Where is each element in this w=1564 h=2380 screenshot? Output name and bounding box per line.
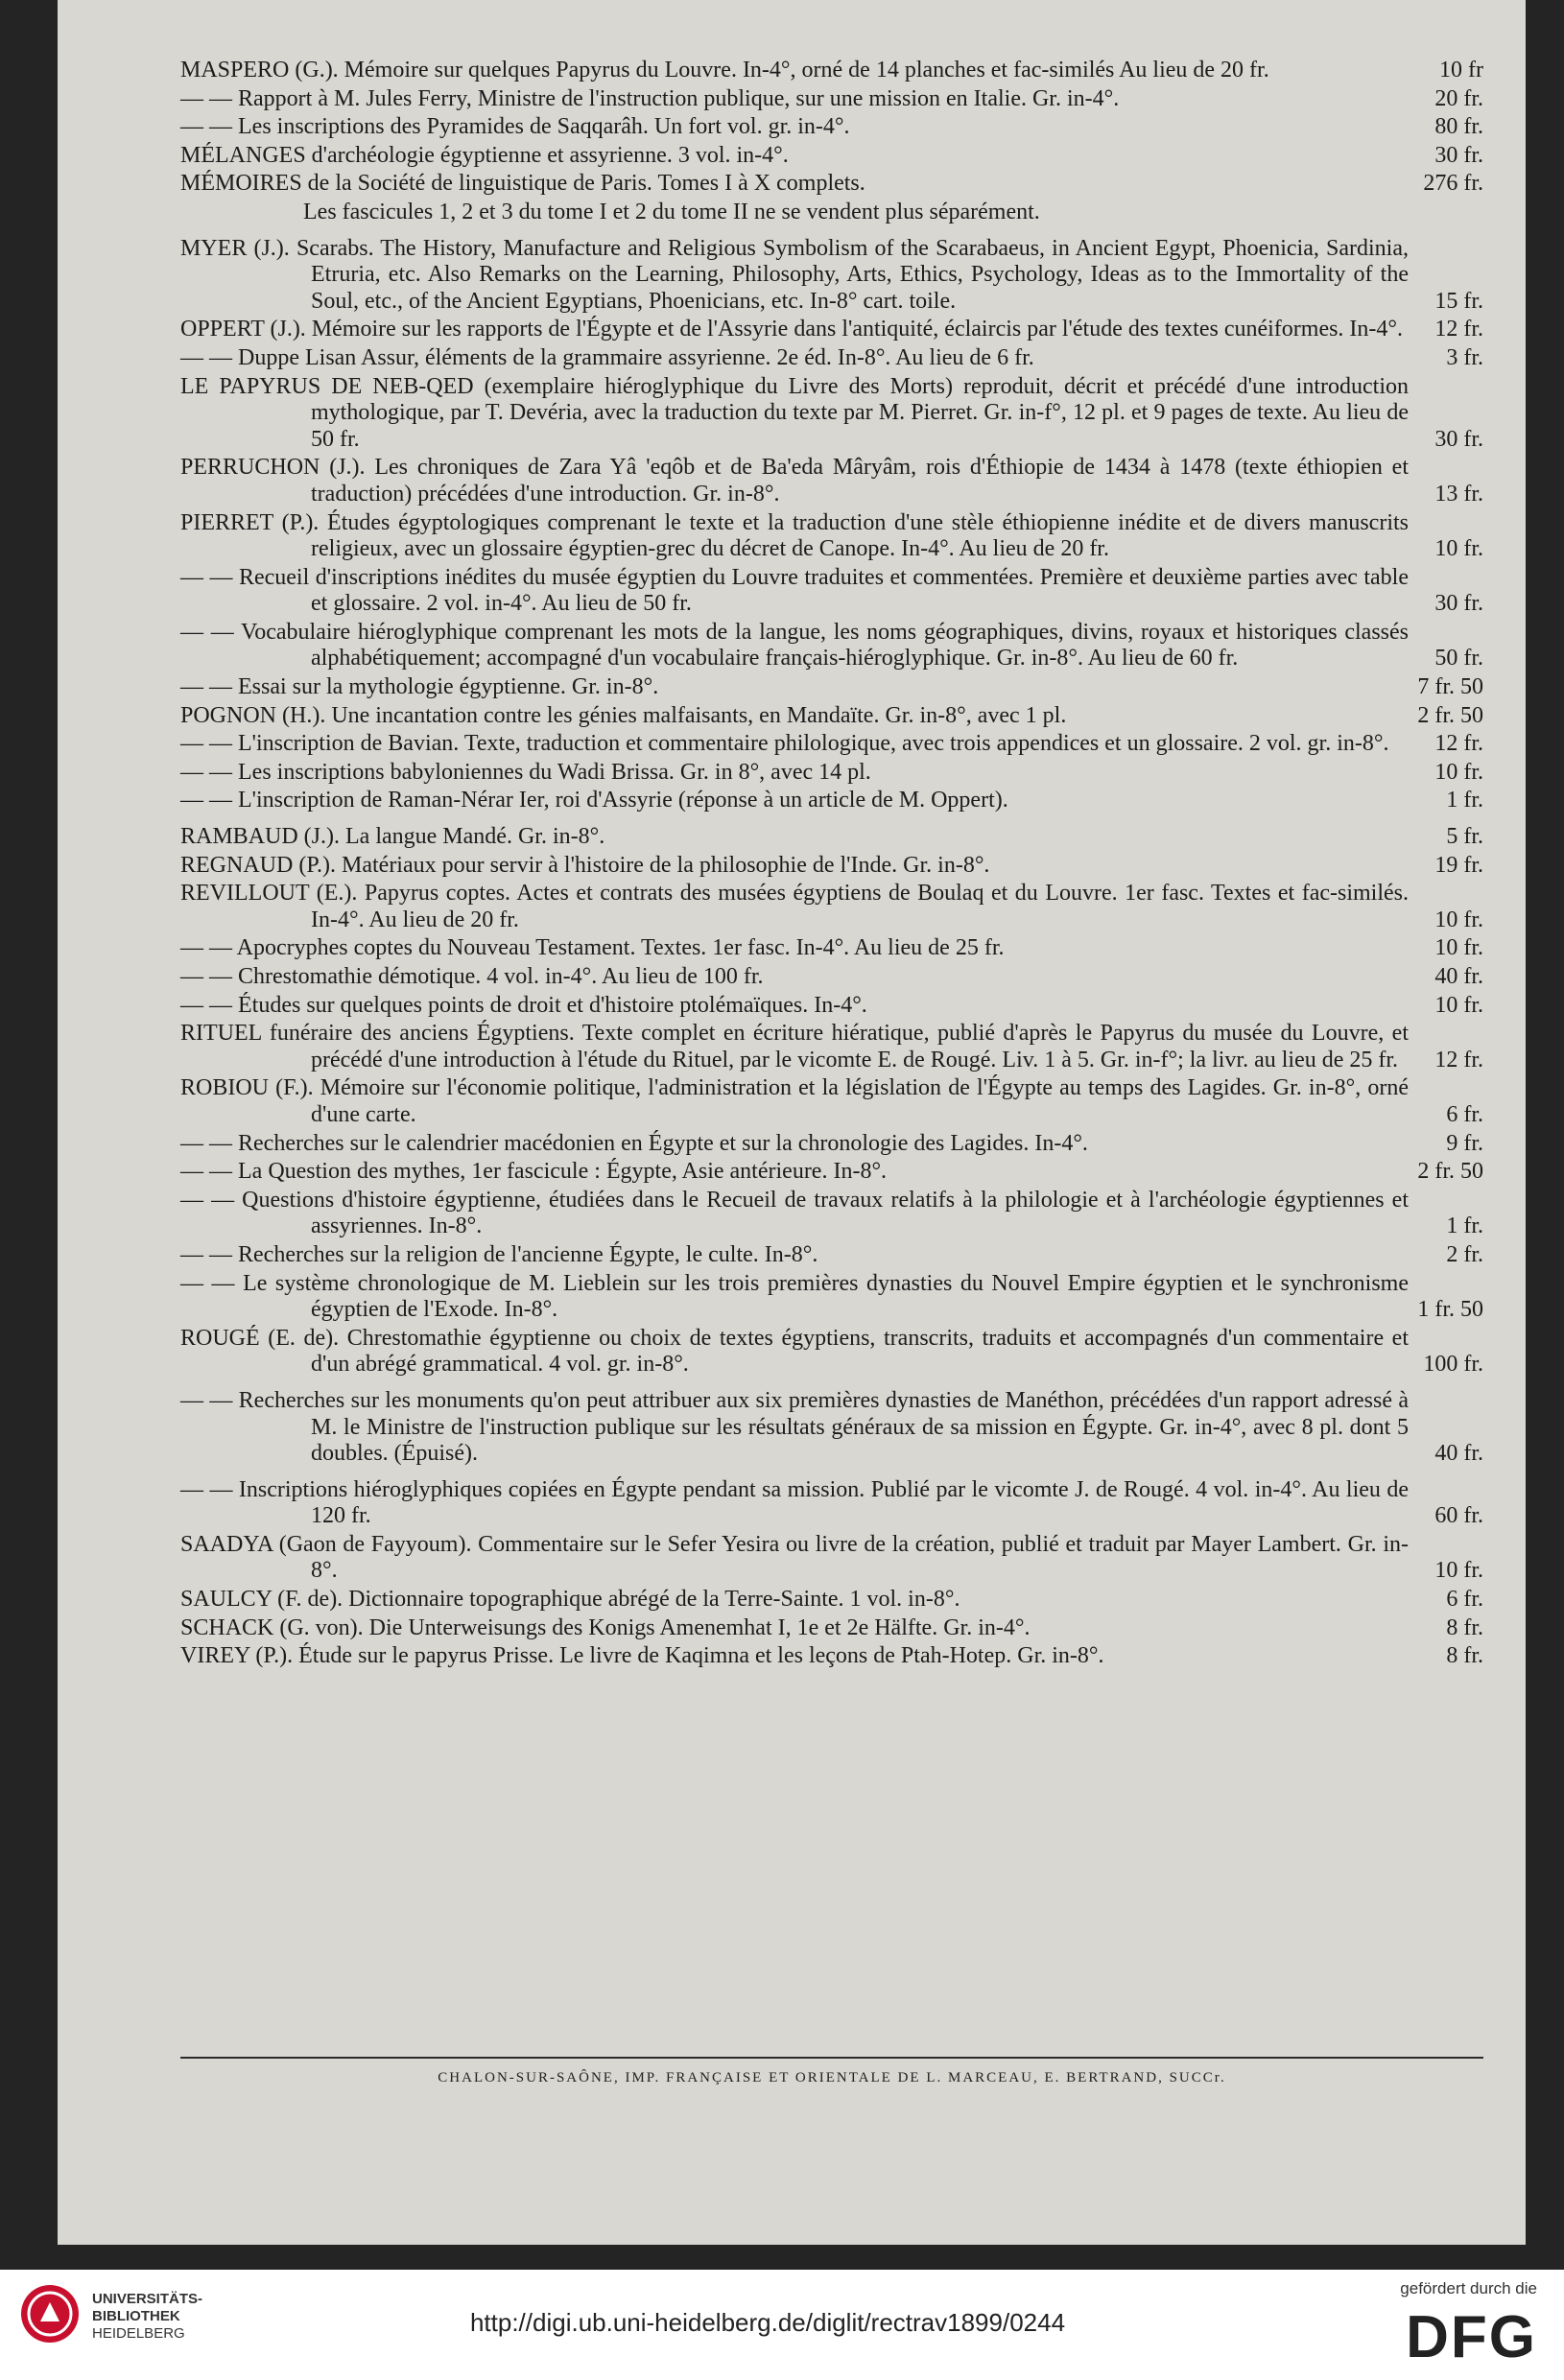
permalink-url[interactable]: http://digi.ub.uni-heidelberg.de/diglit/rectrav1899/0244	[469, 2308, 1066, 2337]
entry-price: 30 fr.	[1434, 142, 1483, 168]
catalog-entry: — — Apocryphes coptes du Nouveau Testament. Textes. 1er fasc. In-4°. Au lieu de 25 fr. 10 fr.	[180, 935, 1483, 961]
entry-price: 10 fr.	[1434, 536, 1483, 562]
printer-imprint: CHALON-SUR-SAÔNE, IMP. FRANÇAISE ET ORIENTALE DE L. MARCEAU, E. BERTRAND, SUCCr.	[438, 2070, 1226, 2085]
catalog-entry: — — Chrestomathie démotique. 4 vol. in-4°. Au lieu de 100 fr. 40 fr.	[180, 964, 1483, 989]
entry-price: 19 fr.	[1434, 852, 1483, 878]
catalog-entry: — — Études sur quelques points de droit et d'histoire ptolémaïques. In-4°. 10 fr.	[180, 992, 1483, 1018]
catalog-entry: VIREY (P.). Étude sur le papyrus Prisse. Le livre de Kaqimna et les leçons de Ptah-Hotep. Gr. in-8°. 8 fr.	[180, 1643, 1483, 1669]
catalog-entry: — — Recherches sur la religion de l'ancienne Égypte, le culte. In-8°. 2 fr.	[180, 1241, 1483, 1267]
catalog-entry: — — Duppe Lisan Assur, éléments de la grammaire assyrienne. 2e éd. In-8°. Au lieu de 6 fr. 3 fr.	[180, 344, 1483, 370]
catalog-entry: REGNAUD (P.). Matériaux pour servir à l'histoire de la philosophie de l'Inde. Gr. in-8°. 19 fr.	[180, 852, 1483, 878]
catalog-entry: SAADYA (Gaon de Fayyoum). Commentaire sur le Sefer Yesira ou livre de la création, publié et traduit par Mayer Lambert. Gr. in-8°. 10 fr.	[180, 1531, 1483, 1584]
catalog-entry: — — La Question des mythes, 1er fascicule : Égypte, Asie antérieure. In-8°. 2 fr. 50	[180, 1159, 1483, 1185]
catalog-entry: MYER (J.). Scarabs. The History, Manufacture and Religious Symbolism of the Scarabaeus, in Ancient Egypt, Phoenicia, Sardinia, Etruria, etc. Also Remarks on the Learning, Philosophy, Arts, Ethics, Psychology, Ideas as to the Immortality of the Soul, etc., of the Ancient Egyptians, Phoenicians, etc. In-8° cart. toile. 15 fr.	[180, 235, 1483, 314]
entry-price: 10 fr	[1439, 58, 1483, 82]
entry-price: 6 fr.	[1446, 1101, 1483, 1127]
catalog-entry: — — Le système chronologique de M. Lieblein sur les trois premières dynasties du Nouvel Empire égyptien et le synchronisme égyptien de l'Exode. In-8°. 1 fr. 50	[180, 1270, 1483, 1323]
catalog-entry: PIERRET (P.). Études égyptologiques comprenant le texte et la traduction d'une stèle éthiopienne inédite et de divers manuscrits religieux, avec un glossaire égyptien-grec du décret de Canope. In-4°. Au lieu de 20 fr. 10 fr.	[180, 509, 1483, 562]
entry-price: 2 fr. 50	[1417, 1159, 1483, 1185]
entry-price: 15 fr.	[1434, 288, 1483, 314]
funding-label: gefördert durch die	[1400, 2279, 1537, 2298]
entry-price: 12 fr.	[1434, 731, 1483, 757]
catalog-entry: REVILLOUT (E.). Papyrus coptes. Actes et contrats des musées égyptiens de Boulaq et du Louvre. 1er fasc. Textes et fac-similés. In-4°. Au lieu de 20 fr. 10 fr.	[180, 881, 1483, 932]
catalog-entry: — — Les inscriptions des Pyramides de Saqqarâh. Un fort vol. gr. in-4°. 80 fr.	[180, 114, 1483, 140]
catalog-entry: — — Questions d'histoire égyptienne, étudiées dans le Recueil de travaux relatifs à la philologie et à l'archéologie égyptiennes et assyriennes. In-8°. 1 fr.	[180, 1187, 1483, 1239]
catalog-entry: — — Vocabulaire hiéroglyphique comprenant les mots de la langue, les noms géographiques, divins, royaux et historiques classés alphabétiquement; accompagné d'un vocabulaire français-hiéroglyphique. Gr. in-8°. Au lieu de 60 fr. 50 fr.	[180, 619, 1483, 672]
catalog-entry: ROUGÉ (E. de). Chrestomathie égyptienne ou choix de textes égyptiens, transcrits, traduits et accompagnés d'un commentaire et d'un abrégé grammatical. 4 vol. gr. in-8°. 100 fr.	[180, 1325, 1483, 1378]
catalog-entry: LE PAPYRUS DE NEB-QED (exemplaire hiéroglyphique du Livre des Morts) reproduit, décrit et précédé d'une introduction mythologique, par T. Devéria, avec la traduction du texte par M. Pierret. Gr. in-f°, 12 pl. et 9 pages de texte. Au lieu de 50 fr. 30 fr.	[180, 373, 1483, 452]
catalog-entry: RITUEL funéraire des anciens Égyptiens. Texte complet en écriture hiératique, publié d'après le Papyrus du musée du Louvre, et précédé d'une introduction à l'étude du Rituel, par le vicomte E. de Rougé. Liv. 1 à 5. Gr. in-f°; la livr. au lieu de 25 fr. 12 fr.	[180, 1021, 1483, 1072]
catalog-entry: — — Rapport à M. Jules Ferry, Ministre de l'instruction publique, sur une mission en Italie. Gr. in-4°. 20 fr.	[180, 85, 1483, 111]
entry-price: 30 fr.	[1434, 426, 1483, 452]
entry-price: 8 fr.	[1446, 1614, 1483, 1640]
catalog-entry: SAULCY (F. de). Dictionnaire topographique abrégé de la Terre-Sainte. 1 vol. in-8°. 6 fr.	[180, 1587, 1483, 1613]
catalog-entry: — — Inscriptions hiéroglyphiques copiées en Égypte pendant sa mission. Publié par le vicomte J. de Rougé. 4 vol. in-4°. Au lieu de 120 fr. 60 fr.	[180, 1476, 1483, 1529]
entry-price: 10 fr.	[1434, 935, 1483, 961]
catalog-entry: — — Recueil d'inscriptions inédites du musée égyptien du Louvre traduites et commentées. Première et deuxième parties avec table et glossaire. 2 vol. in-4°. Au lieu de 50 fr. 30 fr.	[180, 564, 1483, 617]
entry-price: 1 fr. 50	[1417, 1297, 1483, 1323]
university-seal-icon	[19, 2283, 81, 2345]
entry-price: 20 fr.	[1434, 85, 1483, 111]
entry-price: 3 fr.	[1446, 344, 1483, 370]
entry-price: 7 fr. 50	[1417, 674, 1483, 700]
entry-price: 10 fr.	[1434, 759, 1483, 785]
entry-price: 10 fr.	[1434, 1558, 1483, 1584]
entry-price: 1 fr.	[1446, 1214, 1483, 1239]
catalog-entry: POGNON (H.). Une incantation contre les génies malfaisants, en Mandaïte. Gr. in-8°, avec 1 pl. 2 fr. 50	[180, 702, 1483, 728]
library-name: UNIVERSITÄTS- BIBLIOTHEK HEIDELBERG	[92, 2291, 203, 2342]
entry-price: 2 fr.	[1446, 1241, 1483, 1267]
entry-price: 12 fr.	[1434, 317, 1483, 342]
entry-price: 60 fr.	[1434, 1503, 1483, 1529]
catalog-entry: — — L'inscription de Bavian. Texte, traduction et commentaire philologique, avec trois appendices et un glossaire. 2 vol. gr. in-8°. 12 fr.	[180, 731, 1483, 757]
entry-price: 30 fr.	[1434, 591, 1483, 617]
catalog-entry: — — Recherches sur le calendrier macédonien en Égypte et sur la chronologie des Lagides. In-4°. 9 fr.	[180, 1130, 1483, 1156]
catalog-entry: — — Essai sur la mythologie égyptienne. Gr. in-8°. 7 fr. 50	[180, 674, 1483, 700]
entry-price: 8 fr.	[1446, 1643, 1483, 1669]
entry-price: 10 fr.	[1434, 907, 1483, 932]
entry-price: 12 fr.	[1434, 1047, 1483, 1072]
entry-price: 276 fr.	[1423, 171, 1483, 197]
entry-price: 13 fr.	[1434, 481, 1483, 507]
entry-price: 100 fr.	[1423, 1352, 1483, 1378]
catalog-entry: MÉLANGES d'archéologie égyptienne et assyrienne. 3 vol. in-4°. 30 fr.	[180, 142, 1483, 168]
catalog-entry: — — Recherches sur les monuments qu'on peut attribuer aux six premières dynasties de Manéthon, précédées d'un rapport adressé à M. le Ministre de l'instruction publique sur les résultats généraux de sa mission en Égypte. Gr. in-4°, avec 8 pl. dont 5 doubles. (Épuisé). 40 fr.	[180, 1387, 1483, 1467]
entry-price: 80 fr.	[1434, 114, 1483, 140]
viewer-footer	[0, 2270, 1564, 2380]
entry-price: 9 fr.	[1446, 1130, 1483, 1156]
catalog-entry: — — L'inscription de Raman-Nérar Ier, roi d'Assyrie (réponse à un article de M. Oppert). 1 fr.	[180, 788, 1483, 813]
catalog-entry: OPPERT (J.). Mémoire sur les rapports de l'Égypte et de l'Assyrie dans l'antiquité, éclaircis par l'étude des textes cunéiformes. In-4°. 12 fr.	[180, 317, 1483, 342]
catalog-entry: — — Les inscriptions babyloniennes du Wadi Brissa. Gr. in 8°, avec 14 pl. 10 fr.	[180, 759, 1483, 785]
scanned-page	[58, 0, 1526, 2245]
entry-price: 10 fr.	[1434, 992, 1483, 1018]
catalog-entry: SCHACK (G. von). Die Unterweisungs des Konigs Amenemhat I, 1e et 2e Hälfte. Gr. in-4°. 8 fr.	[180, 1614, 1483, 1640]
catalog-entries	[180, 58, 1483, 1672]
entry-price: 1 fr.	[1446, 788, 1483, 813]
entry-price: 40 fr.	[1434, 964, 1483, 989]
catalog-entry: ROBIOU (F.). Mémoire sur l'économie politique, l'administration et la législation de l'Égypte au temps des Lagides. Gr. in-8°, orné d'une carte. 6 fr.	[180, 1075, 1483, 1127]
entry-price: 5 fr.	[1446, 824, 1483, 850]
entry-price: 40 fr.	[1434, 1441, 1483, 1467]
entry-price: 6 fr.	[1446, 1587, 1483, 1613]
catalog-entry: MASPERO (G.). Mémoire sur quelques Papyrus du Louvre. In-4°, orné de 14 planches et fac-similés Au lieu de 20 fr. 10 fr	[180, 58, 1483, 82]
entry-price: 50 fr.	[1434, 646, 1483, 672]
catalog-entry: PERRUCHON (J.). Les chroniques de Zara Yâ 'eqôb et de Ba'eda Mâryâm, rois d'Éthiopie de 1434 à 1478 (texte éthiopien et traduction) précédées d'une introduction. Gr. in-8°. 13 fr.	[180, 455, 1483, 507]
catalog-entry: MÉMOIRES de la Société de linguistique de Paris. Tomes I à X complets. 276 fr.	[180, 171, 1483, 197]
catalog-entry: RAMBAUD (J.). La langue Mandé. Gr. in-8°. 5 fr.	[180, 824, 1483, 850]
entry-price: 2 fr. 50	[1417, 702, 1483, 728]
dfg-logo: DFG	[1406, 2304, 1537, 2370]
catalog-note: Les fascicules 1, 2 et 3 du tome I et 2 du tome II ne se vendent plus séparément.	[303, 199, 1040, 224]
footer-divider	[180, 2057, 1483, 2059]
